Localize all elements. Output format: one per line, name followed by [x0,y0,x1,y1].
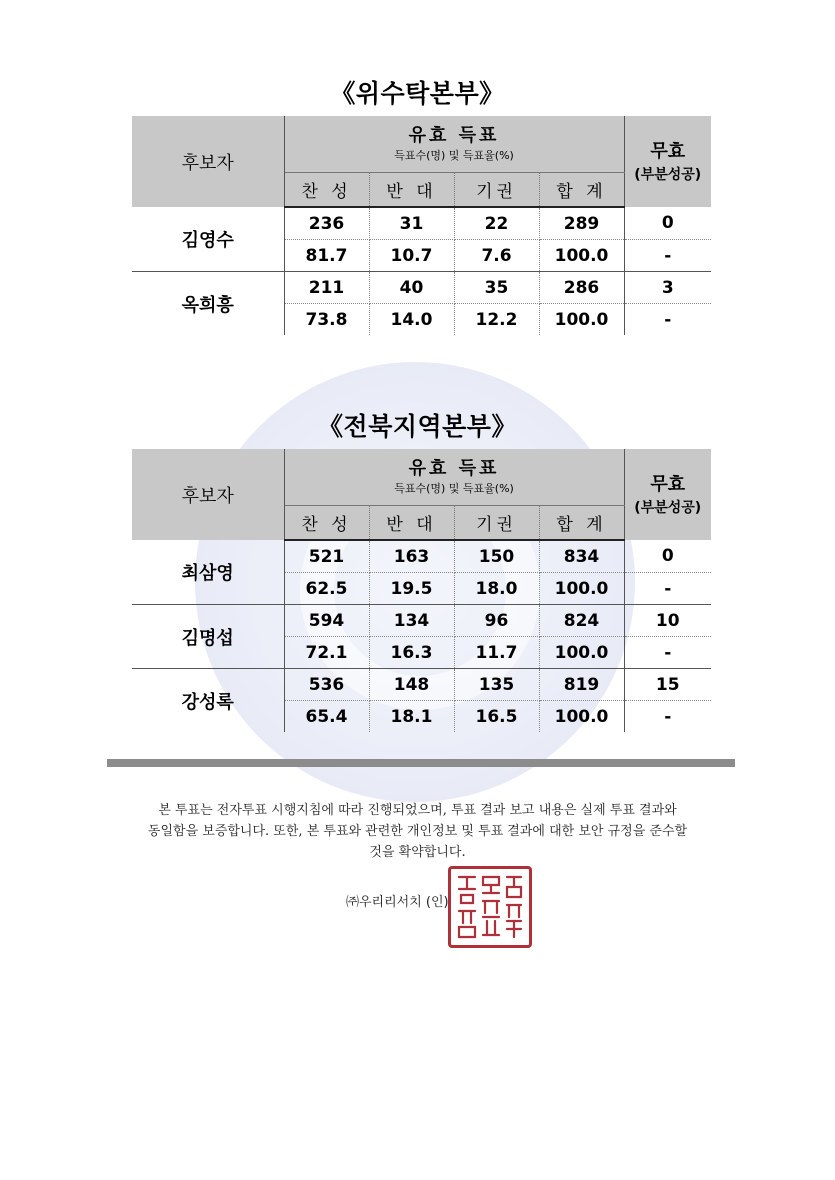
oppose-count: 148 [369,669,454,701]
invalid-count: 10 [624,605,711,637]
approve-count: 521 [284,540,369,573]
invalid-rate: - [624,637,711,669]
col-approve: 찬 성 [284,173,369,208]
col-abstain: 기권 [454,173,539,208]
seal-glyph-icon [451,869,529,945]
approve-rate: 62.5 [284,573,369,605]
approve-rate: 72.1 [284,637,369,669]
oppose-rate: 19.5 [369,573,454,605]
approve-rate: 81.7 [284,240,369,272]
col-total: 합 계 [539,506,624,541]
invalid-sublabel: (부분성공) [634,499,702,516]
abstain-rate: 12.2 [454,304,539,336]
result-table-2 [132,449,711,732]
oppose-count: 31 [369,207,454,240]
result-table-1 [132,116,711,335]
abstain-rate: 16.5 [454,701,539,733]
total-count: 289 [539,207,624,240]
total-count: 824 [539,605,624,637]
invalid-rate: - [624,304,711,336]
abstain-rate: 7.6 [454,240,539,272]
oppose-count: 163 [369,540,454,573]
total-count: 286 [539,272,624,304]
candidate-name: 최삼영 [132,540,284,605]
col-approve: 찬 성 [284,506,369,541]
col-oppose: 반 대 [369,173,454,208]
statement-line-3: 것을 확약합니다. [369,845,466,860]
invalid-rate: - [624,573,711,605]
company-signature: ㈜우리리서치 (인) [346,895,449,910]
oppose-count: 40 [369,272,454,304]
abstain-rate: 18.0 [454,573,539,605]
candidate-header: 후보자 [132,449,284,540]
statement-line-1: 본 투표는 전자투표 시행지침에 따라 진행되었으며, 투표 결과 보고 내용은 실제 투표 결과와 [158,803,677,818]
candidate-header: 후보자 [132,116,284,207]
abstain-count: 35 [454,272,539,304]
section-divider [107,759,735,767]
invalid-label: 무효 [650,140,686,162]
abstain-count: 96 [454,605,539,637]
col-abstain: 기권 [454,506,539,541]
total-rate: 100.0 [554,706,609,727]
invalid-header [624,449,711,540]
abstain-count: 150 [454,540,539,573]
total-count: 819 [539,669,624,701]
valid-votes-label: 유효 득표 [408,458,500,479]
invalid-header [624,116,711,207]
total-rate: 100.0 [554,309,609,330]
invalid-count: 0 [624,540,711,573]
oppose-count: 134 [369,605,454,637]
approve-rate: 65.4 [284,701,369,733]
invalid-count: 0 [624,207,711,240]
abstain-rate: 11.7 [454,637,539,669]
approve-count: 536 [284,669,369,701]
section-title-1: 《위수탁본부》 [330,79,505,108]
invalid-rate: - [624,240,711,272]
approve-count: 211 [284,272,369,304]
statement-line-2: 동일함을 보증합니다. 또한, 본 투표와 관련한 개인정보 및 투표 결과에 대한 보안 규정을 준수할 [147,824,688,839]
candidate-name: 옥희흥 [132,272,284,336]
oppose-rate: 16.3 [369,637,454,669]
candidate-name: 강성록 [132,669,284,733]
invalid-count: 3 [624,272,711,304]
col-total: 합 계 [539,173,624,208]
approve-count: 236 [284,207,369,240]
candidate-name: 김영수 [132,207,284,272]
valid-votes-header [284,449,624,506]
total-rate: 100.0 [539,573,624,605]
oppose-rate: 10.7 [369,240,454,272]
valid-votes-label: 유효 득표 [408,125,500,146]
certification-statement [100,800,735,863]
company-seal [448,866,532,948]
invalid-sublabel: (부분성공) [634,166,702,183]
valid-votes-sublabel: 득표수(명) 및 득표율(%) [394,149,514,162]
abstain-count: 135 [454,669,539,701]
col-oppose: 반 대 [369,506,454,541]
oppose-rate: 14.0 [369,304,454,336]
candidate-name: 김명섭 [132,605,284,669]
total-rate: 100.0 [539,637,624,669]
valid-votes-sublabel: 득표수(명) 및 득표율(%) [394,482,514,495]
section-title-2: 《전북지역본부》 [318,412,517,441]
abstain-count: 22 [454,207,539,240]
invalid-rate: - [624,701,711,733]
oppose-rate: 18.1 [369,701,454,733]
approve-count: 594 [284,605,369,637]
total-rate: 100.0 [539,240,624,272]
invalid-count: 15 [624,669,711,701]
approve-rate: 73.8 [284,304,369,336]
total-count: 834 [539,540,624,573]
valid-votes-header [284,116,624,173]
invalid-label: 무효 [650,473,686,495]
